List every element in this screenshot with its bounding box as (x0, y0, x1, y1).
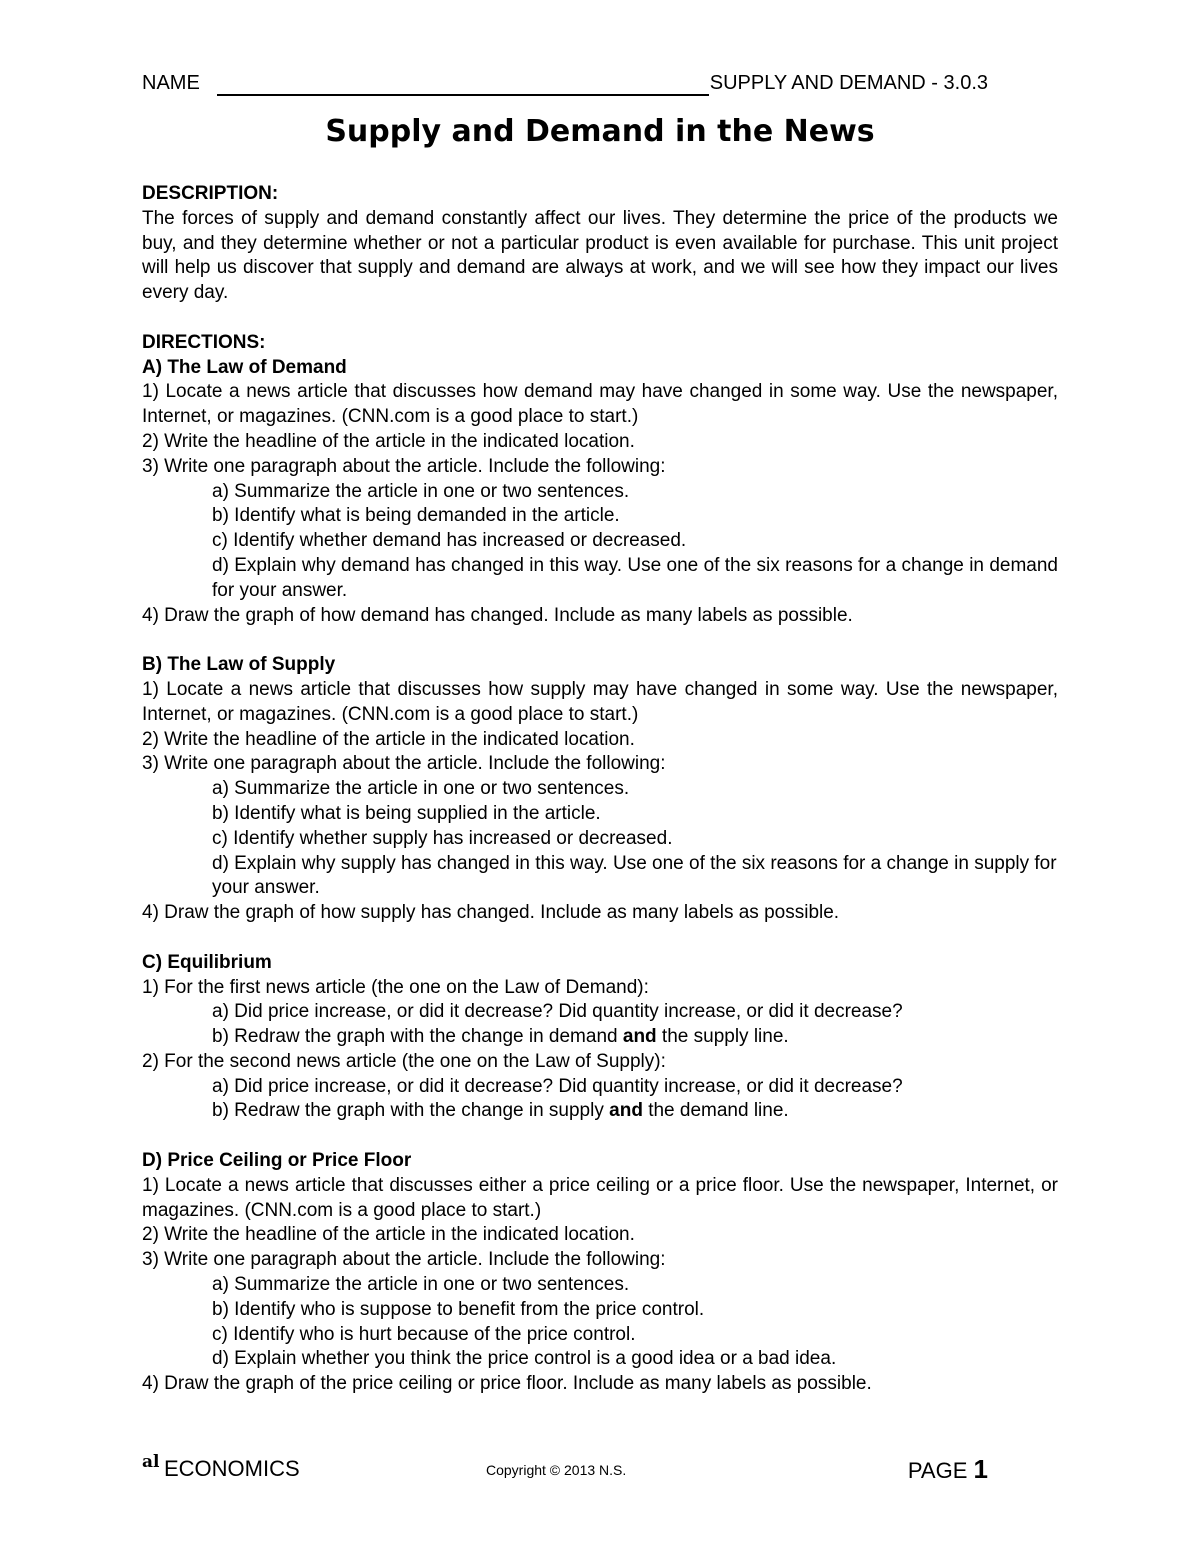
sub-step: a) Did price increase, or did it decrease? Did quantity increase, or did it decrease? (212, 1075, 903, 1097)
step: 2) Write the headline of the article in the indicated location. (142, 1224, 635, 1246)
sub-step: b) Identify who is suppose to benefit from the price control. (212, 1298, 705, 1320)
sub-step: a) Summarize the article in one or two sentences. (212, 480, 630, 502)
step: 3) Write one paragraph about the article. Include the following: (142, 753, 666, 775)
step: 1) Locate a news article that discusses how demand may have changed in some way. Use the newspaper, Internet, or magazines. (CNN.com is a good place to start.) (142, 381, 1058, 428)
name-blank-line (217, 94, 709, 96)
section-law-of-supply (142, 653, 1058, 926)
section-equilibrium (142, 951, 1058, 1125)
step: 1) Locate a news article that discusses how supply may have changed in some way. Use the newspaper, Internet, or magazines. (CNN.com is a good place to start.) (142, 678, 1058, 725)
sub-step: a) Summarize the article in one or two sentences. (212, 778, 630, 800)
document-body (142, 182, 1058, 1397)
description-heading: DESCRIPTION: (142, 183, 279, 204)
section-price-control (142, 1149, 1058, 1397)
section-title: A) The Law of Demand (142, 356, 347, 378)
step: 1) For the first news article (the one on the Law of Demand): (142, 976, 649, 998)
sub-step: d) Explain whether you think the price control is a good idea or a bad idea. (212, 1348, 837, 1370)
logo-icon: al (142, 1452, 160, 1472)
directions-heading: DIRECTIONS: (142, 331, 266, 353)
page-header (142, 72, 988, 100)
name-label: NAME (142, 72, 200, 94)
sub-step: a) Did price increase, or did it decrease? Did quantity increase, or did it decrease? (212, 1001, 903, 1023)
page-title: Supply and Demand in the News (325, 114, 875, 149)
step: 2) For the second news article (the one on the Law of Supply): (142, 1050, 666, 1072)
step: 2) Write the headline of the article in the indicated location. (142, 728, 635, 750)
step: 3) Write one paragraph about the article. Include the following: (142, 1249, 666, 1271)
sub-step: a) Summarize the article in one or two sentences. (212, 1274, 630, 1296)
sub-step: c) Identify whether demand has increased or decreased. (212, 530, 687, 552)
sub-step: b) Redraw the graph with the change in supply and the demand line. (212, 1100, 789, 1122)
page-footer (142, 1452, 988, 1488)
step: 3) Write one paragraph about the article. Include the following: (142, 455, 666, 477)
sub-step: b) Redraw the graph with the change in demand and the supply line. (212, 1026, 789, 1048)
copyright-text: Copyright © 2013 N.S. (486, 1462, 627, 1478)
subject-label: ECONOMICS (164, 1456, 300, 1481)
page-number: PAGE 1 (907, 1454, 988, 1484)
sub-step: b) Identify what is being demanded in the article. (212, 505, 620, 527)
unit-label: SUPPLY AND DEMAND - 3.0.3 (709, 72, 988, 94)
section-title: B) The Law of Supply (142, 654, 336, 676)
section-title: C) Equilibrium (142, 951, 272, 973)
step: 4) Draw the graph of how supply has changed. Include as many labels as possible. (142, 902, 840, 924)
section-title: D) Price Ceiling or Price Floor (142, 1150, 412, 1172)
sub-step: c) Identify who is hurt because of the price control. (212, 1323, 636, 1345)
description-text: The forces of supply and demand constantly affect our lives. They determine the price of the products we buy, and they determine whether or not a particular product is even available for purchase. This unit project will help us discover that supply and demand are always at work, and we will see how they impact our lives every day. (142, 207, 1058, 304)
sub-step: c) Identify whether supply has increased or decreased. (212, 827, 673, 849)
sub-step: d) Explain why demand has changed in this way. Use one of the six reasons for a change in demand for your answer. (212, 554, 1058, 601)
step: 2) Write the headline of the article in the indicated location. (142, 430, 635, 452)
section-law-of-demand (142, 356, 1058, 629)
step: 4) Draw the graph of the price ceiling or price floor. Include as many labels as possible. (142, 1373, 872, 1395)
sub-step: d) Explain why supply has changed in this way. Use one of the six reasons for a change in supply for your answer. (212, 852, 1057, 899)
step: 1) Locate a news article that discusses either a price ceiling or a price floor. Use the newspaper, Internet, or magazines. (CNN.com is a good place to start.) (142, 1174, 1058, 1221)
step: 4) Draw the graph of how demand has changed. Include as many labels as possible. (142, 604, 853, 626)
sub-step: b) Identify what is being supplied in the article. (212, 802, 601, 824)
